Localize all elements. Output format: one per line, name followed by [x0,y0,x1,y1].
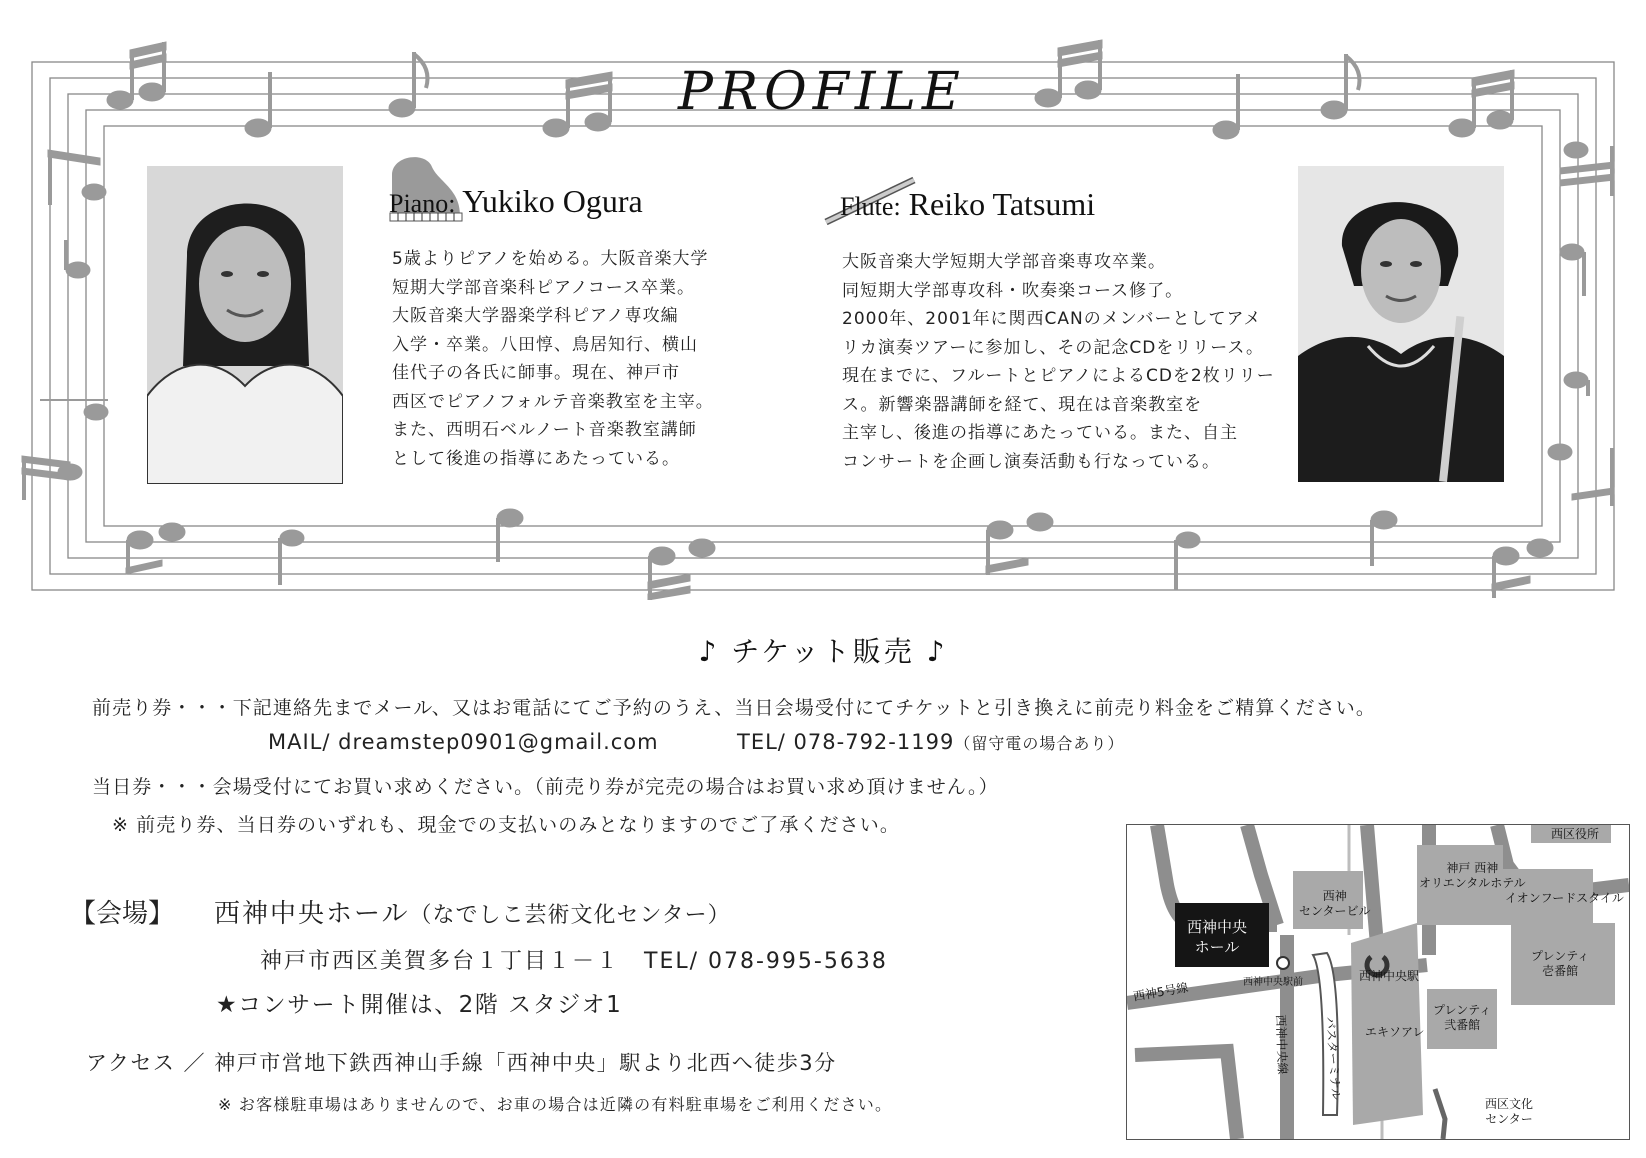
parking-note: ※ お客様駐車場はありませんので、お車の場合は近隣の有料駐車場をご利用ください。 [218,1095,893,1114]
map-label-plenty1: プレンティ 壱番館 [1531,949,1590,978]
map-label-bus-terminal: バスターミナル [1323,1016,1344,1101]
piano-performer-photo [147,166,343,484]
map-label-station: 西神中央駅 [1359,969,1420,983]
map-label-plenty2: プレンティ 弐番館 [1433,1003,1492,1032]
map-label-station-mae: 西神中央駅前 [1243,977,1303,988]
map-label-seishin-center: 西神 センタービル [1299,889,1371,918]
map-label-culture-center: 西区文化 センター [1485,1097,1534,1126]
ticket-sales-heading: ♪ チケット販売 ♪ [698,635,948,668]
map-label-ekisoare: エキソアレ [1365,1025,1425,1039]
venue-map [1126,824,1630,1140]
payment-note: ※ 前売り券、当日券のいずれも、現金での支払いのみとなりますのでご了承ください。 [112,814,900,836]
venue-address: 神戸市西区美賀多台１丁目１－１ TEL/ 078-995-5638 [260,949,888,974]
contact-mail[interactable]: MAIL/ dreamstep0901@gmail.com [268,730,659,754]
profile-heading: PROFILE [678,62,966,122]
map-label-hall: 西神中央 ホール [1187,918,1248,956]
map-label-oriental-hotel: 神戸 西神 オリエンタルホテル [1419,861,1526,890]
door-ticket-text: 当日券・・・会場受付にてお買い求めください。（前売り券が完売の場合はお買い求め頂けません。） [92,776,999,798]
map-label-ward-office: 西区役所 [1551,827,1600,841]
map-label-avenue: 西神中央線 [1273,1014,1290,1075]
piano-performer-bio: 5歳よりピアノを始める。大阪音楽大学 短期大学部音楽科ピアノコース卒業。 大阪音楽大学器楽学科ピアノ専攻編 入学・卒業。八田惇、鳥居知行、横山 佳代子の各氏に師事。現在、神戸市 西区でピアノフォルテ音楽教室を主宰。 また、西明石ベルノート音楽教室講師 として後進の指導にあたっている。 [392,249,714,469]
contact-tel [737,730,1124,754]
venue-label: 【会場】 [70,899,175,929]
contact-tel-note: （留守電の場合あり） [954,734,1125,753]
advance-ticket-text: 前売り券・・・下記連絡先までメール、又はお電話にてご予約のうえ、当日会場受付にてチケットと引き換えに前売り料金をご精算ください。 [92,697,1376,719]
venue-floor: ★コンサート開催は、2階 スタジオ1 [216,992,623,1018]
contact-tel-number[interactable]: TEL/ 078-792-1199 [737,730,955,754]
map-label-aeon: イオンフードスタイル [1505,891,1624,905]
flute-performer-name: Flute: Reiko Tatsumi [840,186,1096,222]
map-label-route5: 西神5号線 [1132,980,1190,1004]
flute-performer-bio: 大阪音楽大学短期大学部音楽専攻卒業。 同短期大学部専攻科・吹奏楽コース修了。 2000年、2001年に関西CANのメンバーとしてアメ リカ演奏ツアーに参加し、その記念CDをリリース。 現在までに、フルートとピアノによるCDを2枚リリー ス。新響楽器講師を経て、現在は音楽教室を 主宰し、後進の指導にあたっている。また、自主 コンサートを企画し演奏活動も行なっている。 [842,252,1275,472]
flute-performer-photo [1298,166,1504,482]
venue-access: アクセス ／ 神戸市営地下鉄西神山手線「西神中央」駅より北西へ徒歩3分 [86,1051,837,1075]
venue-name: 西神中央ホール（なでしこ芸術文化センター） [214,899,731,929]
piano-performer-name: Piano: Yukiko Ogura [389,183,643,219]
